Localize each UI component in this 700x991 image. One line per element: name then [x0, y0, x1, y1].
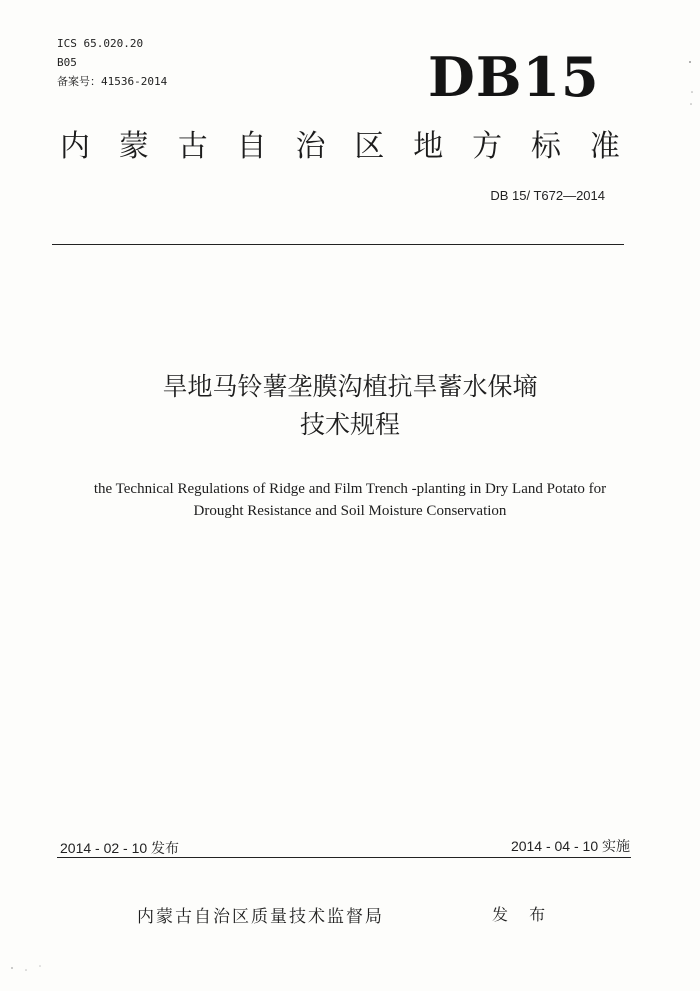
issue-date: 2014 - 02 - 10 发布	[60, 840, 180, 856]
db-logo: DB15	[428, 45, 600, 109]
issue-verb: 发 布	[492, 905, 554, 924]
header-divider	[52, 244, 624, 245]
standard-type-char: 区	[354, 129, 385, 164]
record-number: 备案号：41536-2014	[57, 75, 168, 88]
standard-type-char: 治	[295, 129, 326, 164]
standard-number: DB 15/ T672—2014	[490, 188, 605, 203]
standard-type-char: 标	[531, 129, 561, 164]
standard-type-char: 准	[589, 129, 620, 164]
standard-type-char: 方	[472, 129, 503, 164]
standard-type-char: 内	[60, 129, 90, 164]
standard-type-char: 古	[177, 129, 208, 164]
standard-type-char: 自	[236, 129, 267, 164]
title-chinese	[0, 368, 700, 444]
ccs-code: B05	[57, 56, 77, 69]
footer-divider	[57, 857, 631, 858]
ics-code: ICS 65.020.20	[57, 37, 144, 50]
standard-type-char: 蒙	[118, 129, 149, 164]
title-chinese-line2: 技术规程	[299, 410, 400, 439]
standard-type-char: 地	[413, 129, 444, 164]
title-english	[0, 478, 700, 522]
standard-type-heading	[60, 129, 620, 164]
title-chinese-line1: 旱地马铃薯垄膜沟植抗旱蓄水保墒	[162, 372, 538, 401]
classification-block	[57, 34, 167, 91]
implementation-date: 2014 - 04 - 10 实施	[510, 838, 630, 854]
title-english-line2: Drought Resistance and Soil Moisture Conservation	[193, 503, 507, 519]
issuing-authority: 内蒙古自治区质量技术监督局	[137, 907, 384, 927]
title-english-line1: the Technical Regulations of Ridge and Film Trench -planting in Dry Land Potato for	[93, 481, 607, 497]
